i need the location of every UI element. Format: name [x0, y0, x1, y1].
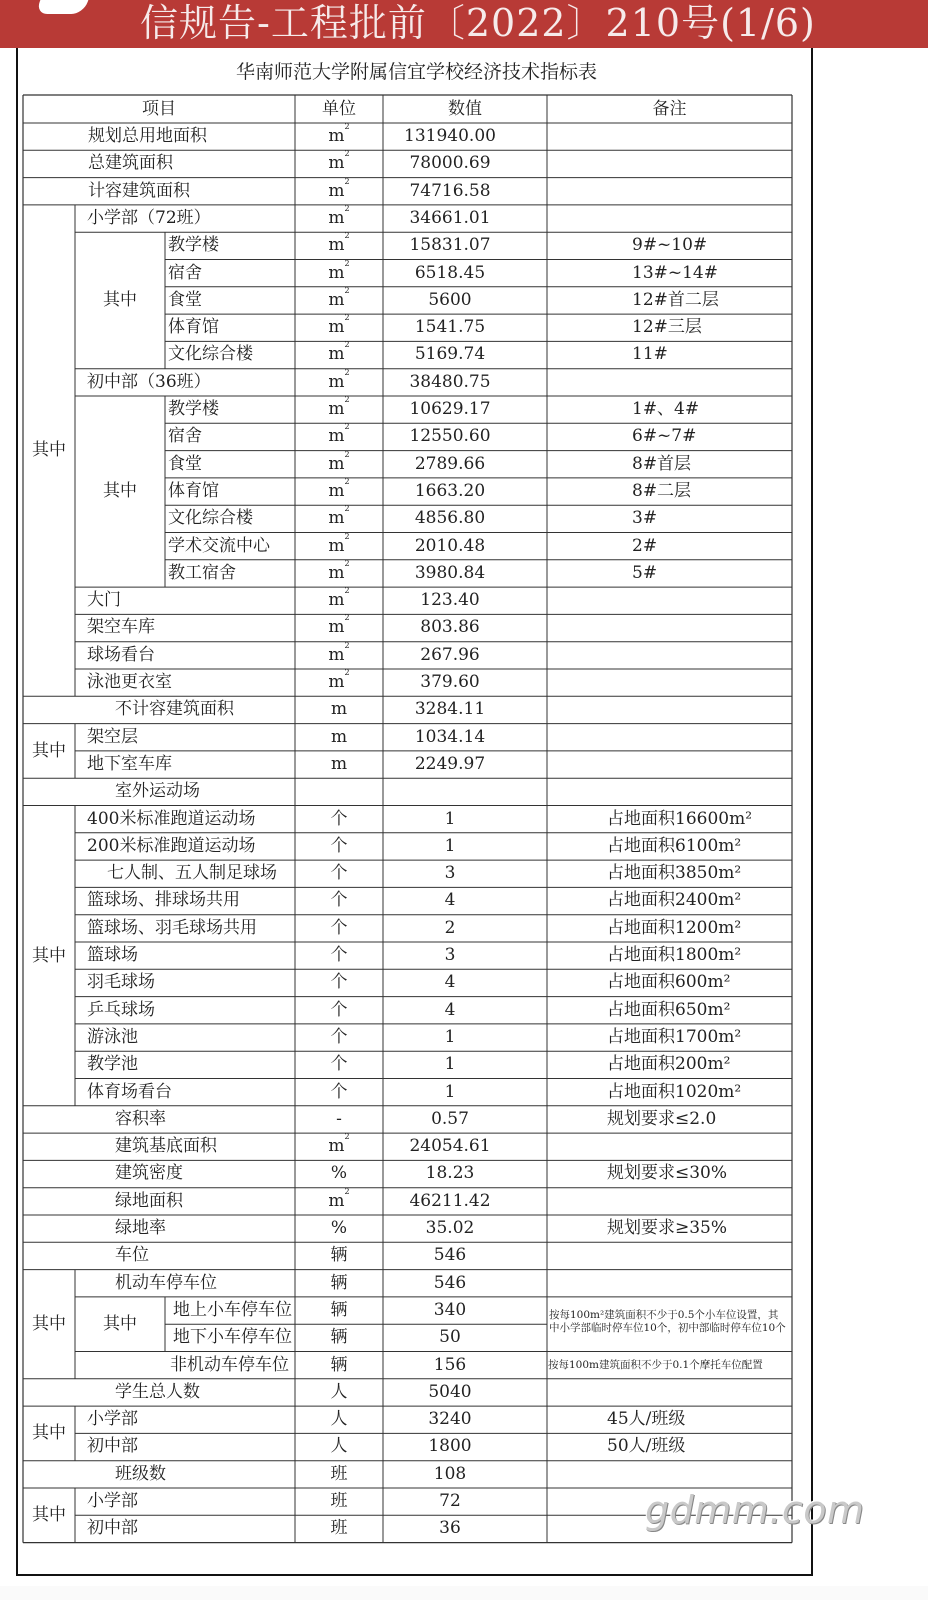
unit-cell [295, 451, 383, 478]
value-cell: 546 [433, 1245, 467, 1266]
item-cell: 篮球场 [87, 945, 138, 965]
unit-symbol: % [330, 1218, 348, 1238]
unit-cell [295, 314, 383, 341]
value-cell: 1663.20 [414, 480, 486, 501]
value-cell: 4 [444, 999, 456, 1020]
unit-cell [295, 505, 383, 532]
unit-symbol: m [328, 644, 345, 665]
item-cell: 篮球场、羽毛球场共用 [87, 917, 257, 938]
banner-title: 信规告-工程批前〔2022〕210号(1/6) [140, 1, 816, 45]
value-cell: 35.02 [425, 1218, 475, 1238]
value-cell: 2 [444, 917, 456, 938]
unit-cell [295, 1270, 383, 1297]
value-cell: 78000.69 [409, 153, 491, 174]
unit-symbol: 人 [330, 1436, 348, 1457]
unit-symbol: m [328, 399, 345, 419]
note-cell: 50人/班级 [607, 1436, 686, 1457]
unit-superscript: 2 [344, 449, 350, 459]
item-cell: 机动车停车位 [115, 1272, 217, 1293]
value-cell: 72 [439, 1491, 461, 1511]
note-cell: 1#、4# [632, 399, 700, 419]
parking-note: 按每100m²建筑面积不少于0.5个小车位设置，其中小学部临时停车位10个，初中部临时停车位10个 [549, 1308, 786, 1334]
item-cell: 文化综合楼 [168, 344, 253, 365]
item-cell: 体育馆 [168, 317, 219, 338]
value-cell: 123.40 [420, 590, 480, 611]
item-cell: 教学楼 [168, 235, 219, 256]
unit-symbol: m [328, 317, 345, 338]
item-cell: 地下小车停车位 [173, 1327, 292, 1348]
value-cell: 1 [444, 808, 456, 829]
value-cell: 4856.80 [414, 508, 486, 529]
value-cell: 340 [433, 1299, 467, 1320]
group-label-qizhong-inner: 其中 [103, 290, 137, 311]
note-cell: 按每100m建筑面积不少于0.1个摩托车位配置 [548, 1358, 763, 1371]
unit-cell [295, 969, 383, 996]
group-label-qizhong: 其中 [32, 439, 66, 460]
unit-symbol: 班 [330, 1491, 348, 1511]
page-bottom-edge [0, 1586, 928, 1600]
value-cell: 12550.60 [409, 426, 491, 447]
item-cell: 200米标准跑道运动场 [87, 835, 256, 856]
item-cell: 文化综合楼 [168, 508, 253, 529]
unit-symbol: m [328, 453, 345, 474]
value-cell [383, 778, 517, 805]
unit-symbol: 班 [330, 1518, 348, 1539]
value-cell: 1 [444, 1054, 456, 1075]
unit-symbol: m [328, 617, 345, 638]
header-note: 备注 [652, 99, 687, 119]
unit-symbol: m [328, 207, 345, 228]
item-cell: 食堂 [168, 453, 202, 474]
unit-symbol: m [328, 180, 345, 201]
unit-symbol: m [328, 480, 345, 501]
note-cell: 占地面积1700m² [607, 1026, 742, 1047]
value-cell: 1034.14 [414, 726, 486, 747]
unit-symbol: 辆 [330, 1354, 348, 1375]
unit-cell [295, 1433, 383, 1460]
item-cell: 初中部（36班） [87, 371, 211, 392]
unit-symbol: 辆 [330, 1327, 348, 1348]
unit-cell [295, 587, 383, 614]
value-cell: 38480.75 [409, 371, 491, 392]
value-cell: 1 [444, 835, 456, 856]
unit-cell [295, 806, 383, 833]
unit-cell [295, 724, 383, 751]
item-cell: 计容建筑面积 [88, 180, 190, 201]
unit-superscript: 2 [344, 258, 350, 268]
unit-symbol: m [328, 535, 345, 556]
note-cell: 规划要求≤2.0 [607, 1108, 717, 1129]
note-cell: 3# [632, 508, 658, 529]
item-cell: 七人制、五人制足球场 [107, 863, 277, 884]
unit-cell [295, 232, 383, 259]
unit-cell [295, 1188, 383, 1215]
unit-symbol: m [328, 562, 345, 583]
value-cell: 2789.66 [414, 453, 486, 474]
item-cell: 球场看台 [87, 644, 155, 665]
unit-cell [295, 833, 383, 860]
unit-cell [295, 1352, 383, 1379]
item-cell: 班级数 [115, 1463, 166, 1484]
unit-cell [295, 1488, 383, 1515]
unit-superscript: 2 [344, 340, 350, 350]
unit-superscript: 2 [344, 231, 350, 241]
unit-cell [295, 178, 383, 205]
unit-cell [295, 1297, 383, 1324]
unit-symbol: % [330, 1163, 348, 1184]
unit-superscript: 2 [344, 1132, 350, 1142]
unit-symbol: m [328, 590, 345, 611]
item-cell: 初中部 [87, 1436, 138, 1457]
unit-cell [295, 696, 383, 723]
item-cell: 车位 [115, 1245, 149, 1266]
unit-symbol: m [328, 1190, 345, 1211]
unit-superscript: 2 [344, 122, 350, 131]
note-cell: 占地面积650m² [607, 999, 731, 1020]
unit-symbol: 个 [330, 835, 348, 856]
unit-symbol: 个 [330, 863, 348, 884]
unit-cell [295, 1079, 383, 1106]
item-cell: 宿舍 [168, 262, 202, 283]
value-cell: 156 [433, 1354, 467, 1375]
unit-symbol: m [328, 289, 345, 310]
value-cell: 803.86 [420, 617, 480, 638]
unit-superscript: 2 [344, 613, 350, 623]
item-cell: 架空层 [87, 726, 138, 747]
note-cell: 12#首二层 [632, 289, 719, 310]
value-cell: 6518.45 [414, 262, 486, 283]
unit-cell [295, 560, 383, 587]
note-cell: 5# [632, 562, 658, 583]
unit-cell [295, 123, 383, 150]
header-banner [0, 0, 928, 48]
unit-symbol: 人 [330, 1409, 348, 1430]
value-cell: 379.60 [420, 672, 480, 692]
unit-symbol: 个 [330, 1081, 348, 1102]
value-cell: 24054.61 [409, 1136, 491, 1157]
table-title: 华南师范大学附属信宜学校经济技术指标表 [235, 61, 597, 83]
item-cell: 学生总人数 [115, 1381, 200, 1402]
note-cell: 占地面积6100m² [607, 835, 742, 856]
item-cell: 大门 [87, 590, 121, 611]
value-cell: 4 [444, 972, 456, 993]
unit-superscript: 2 [344, 668, 350, 677]
item-cell: 非机动车停车位 [170, 1354, 289, 1375]
unit-cell [295, 669, 383, 696]
unit-symbol: 个 [330, 808, 348, 829]
note-cell: 9#~10# [632, 235, 708, 256]
unit-superscript: 2 [344, 640, 350, 650]
value-cell: 34661.01 [409, 207, 491, 228]
group-label-qizhong-inner: 其中 [103, 1313, 137, 1334]
unit-cell [295, 533, 383, 560]
unit-cell [295, 150, 383, 177]
item-cell: 教学池 [87, 1054, 138, 1075]
item-cell: 篮球场、排球场共用 [87, 890, 240, 911]
note-cell: 占地面积3850m² [607, 863, 742, 884]
unit-cell [295, 1024, 383, 1051]
item-cell: 小学部 [87, 1409, 138, 1430]
unit-superscript: 2 [344, 504, 350, 514]
unit-cell [295, 1461, 383, 1488]
value-cell: 1800 [428, 1436, 472, 1457]
note-cell: 占地面积1020m² [607, 1081, 742, 1102]
value-cell: 3 [444, 863, 456, 884]
unit-superscript: 2 [344, 149, 350, 159]
item-cell: 绿地面积 [115, 1190, 183, 1211]
watermark: gdmm.com [645, 1488, 865, 1532]
unit-cell [295, 1242, 383, 1269]
unit-superscript: 2 [344, 422, 350, 432]
item-cell: 建筑基底面积 [115, 1136, 217, 1157]
unit-cell [295, 642, 383, 669]
note-cell: 13#~14# [632, 262, 718, 283]
unit-cell [295, 1133, 383, 1160]
unit-symbol: 个 [330, 999, 348, 1020]
unit-symbol: m [330, 726, 348, 747]
unit-cell [295, 942, 383, 969]
unit-cell [295, 915, 383, 942]
item-cell: 总建筑面积 [88, 153, 173, 174]
unit-symbol: m [330, 753, 348, 774]
note-cell: 6#~7# [632, 426, 697, 447]
unit-symbol: 辆 [330, 1272, 348, 1293]
note-cell: 12#三层 [632, 317, 702, 338]
unit-symbol: m [328, 235, 345, 256]
value-cell: 18.23 [425, 1163, 475, 1184]
item-cell: 食堂 [168, 289, 202, 310]
note-cell: 占地面积16600m² [607, 808, 753, 829]
unit-symbol: 人 [330, 1381, 348, 1402]
value-cell: 3 [444, 945, 456, 965]
value-cell: 0.57 [431, 1108, 469, 1129]
note-cell: 占地面积1200m² [607, 917, 742, 938]
value-cell: 267.96 [420, 644, 480, 665]
unit-cell [295, 396, 383, 423]
item-cell: 室外运动场 [115, 781, 200, 802]
unit-cell [295, 1106, 383, 1133]
value-cell: 1541.75 [414, 317, 486, 338]
item-cell: 体育场看台 [87, 1081, 172, 1102]
unit-symbol: 个 [330, 945, 348, 965]
unit-symbol: m [328, 344, 345, 365]
item-cell: 教工宿舍 [168, 562, 236, 583]
item-cell: 教学楼 [168, 399, 219, 419]
note-cell: 占地面积600m² [607, 972, 731, 993]
group-label-qizhong: 其中 [32, 945, 66, 966]
unit-cell [295, 423, 383, 450]
item-cell: 规划总用地面积 [88, 126, 207, 146]
unit-symbol: 个 [330, 1026, 348, 1047]
note-cell: 占地面积1800m² [607, 945, 742, 965]
item-cell: 乒乓球场 [87, 999, 155, 1020]
unit-symbol: m [328, 126, 345, 146]
unit-symbol: m [328, 153, 345, 174]
unit-cell [295, 778, 383, 805]
unit-cell [295, 860, 383, 887]
unit-cell [295, 1406, 383, 1433]
unit-symbol: 辆 [330, 1299, 348, 1320]
value-cell: 4 [444, 890, 456, 911]
unit-cell [295, 751, 383, 778]
value-cell: 1 [444, 1081, 456, 1102]
note-cell: 8#首层 [632, 453, 692, 474]
item-cell: 泳池更衣室 [87, 672, 172, 692]
header-unit: 单位 [322, 99, 356, 119]
value-cell: 5040 [428, 1381, 472, 1402]
note-cell: 规划要求≥35% [607, 1218, 728, 1238]
unit-cell [295, 1515, 383, 1542]
value-cell: 1 [444, 1026, 456, 1047]
unit-superscript: 2 [344, 586, 350, 596]
unit-cell [295, 1160, 383, 1187]
item-cell: 宿舍 [168, 426, 202, 447]
unit-cell [295, 205, 383, 232]
unit-superscript: 2 [344, 203, 350, 213]
unit-symbol: m [328, 371, 345, 392]
unit-cell [295, 997, 383, 1024]
header-value: 数值 [448, 99, 482, 119]
unit-cell [295, 478, 383, 505]
item-cell: 容积率 [115, 1108, 166, 1129]
value-cell: 46211.42 [409, 1190, 491, 1211]
unit-superscript: 2 [344, 395, 350, 404]
unit-symbol: m [328, 426, 345, 447]
value-cell: 15831.07 [409, 235, 491, 256]
item-cell: 羽毛球场 [87, 972, 155, 993]
unit-cell [295, 1379, 383, 1406]
value-cell: 74716.58 [409, 180, 491, 201]
note-cell: 占地面积200m² [607, 1054, 731, 1075]
item-cell: 小学部（72班） [87, 207, 211, 228]
item-cell: 初中部 [87, 1518, 138, 1539]
item-cell: 绿地率 [115, 1218, 166, 1238]
unit-symbol: m [328, 508, 345, 529]
unit-superscript: 2 [344, 313, 350, 323]
unit-superscript: 2 [344, 285, 350, 295]
value-cell: 131940.00 [404, 126, 496, 146]
unit-superscript: 2 [344, 531, 350, 541]
unit-symbol: 辆 [330, 1245, 348, 1266]
unit-symbol: m [328, 1136, 345, 1157]
unit-symbol: 个 [330, 890, 348, 911]
item-cell: 体育馆 [168, 480, 219, 501]
group-label-qizhong: 其中 [32, 1505, 66, 1525]
value-cell: 5600 [428, 289, 472, 310]
note-cell: 2# [632, 535, 658, 556]
unit-symbol: m [328, 672, 345, 692]
value-cell: 108 [433, 1463, 467, 1484]
item-cell: 建筑密度 [115, 1163, 183, 1184]
unit-cell [295, 887, 383, 914]
unit-symbol: 班 [330, 1463, 348, 1484]
value-cell: 3980.84 [414, 562, 486, 583]
item-cell: 小学部 [87, 1491, 138, 1511]
unit-superscript: 2 [344, 1186, 350, 1196]
item-cell: 地下室车库 [87, 753, 172, 774]
value-cell: 50 [439, 1327, 461, 1348]
unit-symbol: m [328, 262, 345, 283]
unit-cell [295, 614, 383, 641]
unit-symbol: m [330, 699, 348, 720]
item-cell: 学术交流中心 [168, 535, 270, 556]
note-cell: 8#二层 [632, 480, 692, 501]
item-cell: 游泳池 [87, 1026, 138, 1047]
unit-symbol: 个 [330, 1054, 348, 1075]
item-cell: 地上小车停车位 [173, 1299, 292, 1320]
group-label-qizhong: 其中 [32, 1423, 66, 1444]
group-label-qizhong-inner: 其中 [103, 481, 137, 501]
value-cell: 3284.11 [414, 699, 486, 720]
value-cell: 36 [439, 1518, 461, 1539]
note-cell: 规划要求≤30% [607, 1163, 728, 1184]
unit-superscript: 2 [344, 558, 350, 568]
note-cell: 11# [632, 344, 668, 365]
group-label-qizhong: 其中 [32, 740, 66, 761]
group-label-qizhong: 其中 [32, 1313, 66, 1334]
unit-superscript: 2 [344, 476, 350, 486]
unit-symbol: 个 [330, 972, 348, 993]
note-cell: 占地面积2400m² [607, 890, 742, 911]
note-cell: 45人/班级 [607, 1409, 686, 1430]
unit-symbol: - [336, 1108, 342, 1129]
value-cell: 10629.17 [409, 399, 491, 419]
value-cell: 2249.97 [414, 753, 486, 774]
unit-cell [295, 1215, 383, 1242]
unit-symbol: 个 [330, 917, 348, 938]
item-cell: 不计容建筑面积 [115, 699, 234, 720]
value-cell: 546 [433, 1272, 467, 1293]
unit-superscript: 2 [344, 367, 350, 377]
unit-cell [295, 1051, 383, 1078]
item-cell: 400米标准跑道运动场 [87, 808, 256, 829]
unit-superscript: 2 [344, 176, 350, 186]
unit-cell [295, 1324, 383, 1351]
value-cell: 3240 [428, 1409, 472, 1430]
value-cell: 2010.48 [414, 535, 486, 556]
unit-cell [295, 341, 383, 368]
value-cell: 5169.74 [414, 344, 486, 365]
item-cell: 架空车库 [87, 617, 155, 638]
unit-cell [295, 260, 383, 287]
banner-logo-fragment [35, 0, 92, 14]
unit-cell [295, 369, 383, 396]
unit-cell [295, 287, 383, 314]
header-item: 项目 [142, 99, 176, 119]
